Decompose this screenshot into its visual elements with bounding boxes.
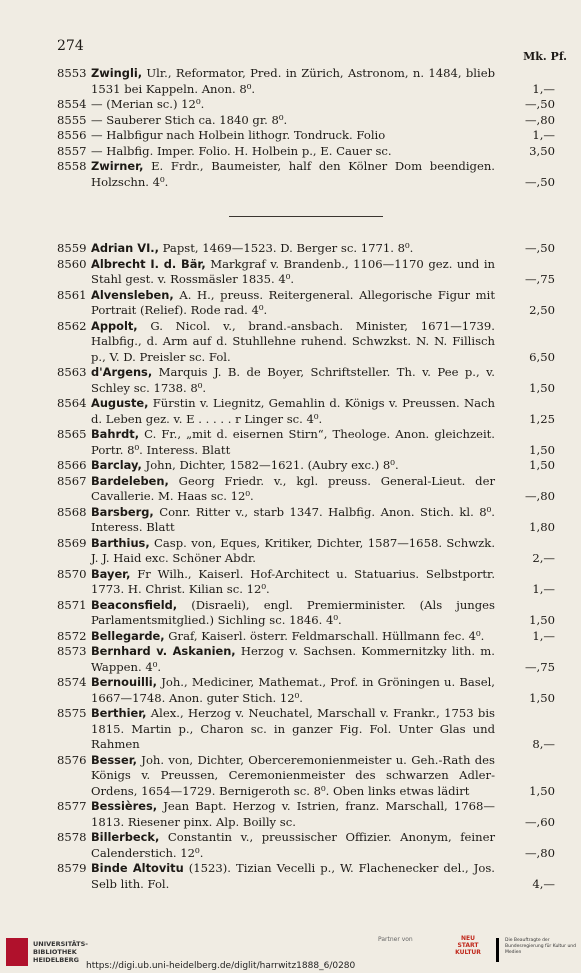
entry-price: —,80 (524, 112, 555, 127)
entry-name: d'Argens, (91, 365, 153, 379)
entry-price: —,60 (524, 814, 555, 829)
entry-text: (1523). Tizian Vecelli p., W. Flachenecker del., Jos. Selb lith. Fol. (91, 861, 495, 891)
entry-price: 1,— (532, 81, 555, 96)
entry-description (91, 365, 495, 396)
entry-price: —,50 (524, 241, 555, 255)
entry-text: — Sauberer Stich ca. 1840 gr. 8⁰. (91, 112, 288, 127)
entry-number: 8574 (57, 675, 87, 689)
entry-price: 1,— (532, 128, 555, 142)
catalog-entry (57, 319, 555, 366)
entry-price: 4,— (532, 876, 555, 891)
catalog-entry (57, 474, 555, 505)
entry-description (91, 629, 495, 645)
entry-text: C. Fr., „mit d. eisernen Stirn“, Theologe. Anon. gleichzeit. Portr. 8⁰. Interess. Blatt (91, 427, 495, 457)
entry-description (91, 799, 495, 830)
catalog-entry (57, 365, 555, 396)
entry-description (91, 257, 495, 288)
entry-description (91, 706, 495, 753)
entry-text: Conr. Ritter v., starb 1347. Halbfig. Anon. Stich. kl. 8⁰. Interess. Blatt (91, 504, 495, 534)
entry-number: 8554 (57, 97, 87, 111)
entry-name: Bernhard v. Askanien, (91, 644, 236, 658)
entry-number: 8579 (57, 861, 87, 875)
entry-price: 1,— (532, 582, 555, 596)
page-number: 274 (57, 38, 84, 54)
entry-price: 1,50 (529, 442, 555, 457)
library-name: UNIVERSITÄTS- BIBLIOTHEK HEIDELBERG (33, 940, 88, 964)
entry-description (91, 319, 495, 366)
entry-name: Beaconsfield, (91, 597, 178, 612)
entry-price: —,75 (524, 659, 555, 674)
entry-description (91, 567, 495, 598)
entry-number: 8577 (57, 799, 87, 813)
entry-text: G. Nicol. v., brand.-ansbach. Minister, 1671—1739. Halbfig., d. Arm auf d. Stuhllehne ruhend. Schwzkst. N. N. Fillisch p., V. D. Preisler sc. Fol. (91, 318, 495, 364)
catalog-entry (57, 97, 555, 113)
entry-number: 8569 (57, 535, 87, 550)
entry-text: Joh., Mediciner, Mathemat., Prof. in Gröningen u. Basel, 1667—1748. Anon. guter Stich. 12⁰. (91, 675, 495, 705)
entry-number: 8578 (57, 830, 87, 844)
entry-number: 8567 (57, 473, 87, 488)
entry-description (91, 474, 495, 505)
entry-description (91, 241, 495, 257)
entry-number: 8560 (57, 256, 87, 271)
entry-number: 8559 (57, 241, 87, 255)
catalog-entry (57, 536, 555, 567)
entry-text: Markgraf v. Brandenb., 1106—1170 gez. und in Stahl gest. v. Rossmäsler 1835. 4⁰. (91, 256, 495, 286)
entry-price: 8,— (532, 737, 555, 751)
catalog-entry (57, 629, 555, 645)
entry-number: 8566 (57, 458, 87, 472)
entry-name: Adrian VI., (91, 241, 159, 255)
price-column-header: Mk. Pf. (523, 50, 567, 63)
entries-bottom (57, 241, 555, 892)
entry-text: Fr Wilh., Kaiserl. Hof-Architect u. Statuarius. Selbstportr. 1773. H. Christ. Kilian sc. 12⁰. (91, 566, 495, 596)
entry-description (91, 861, 495, 892)
entry-text: Joh. von, Dichter, Oberceremonienmeister u. Geh.-Rath des Königs v. Preussen, Ceremonienmeister des schwarzen Adler-Ordens, 1654—1729. Bernigeroth sc. 8⁰. Oben links etwas lädirt (91, 752, 495, 798)
entry-description (91, 675, 495, 706)
entry-name: Binde Altovitu (91, 861, 184, 875)
entry-price: 1,50 (529, 380, 555, 395)
entry-name: Auguste, (91, 396, 149, 410)
entry-price: 2,50 (529, 303, 555, 317)
entry-number: 8561 (57, 287, 87, 302)
entry-name: Albrecht I. d. Bär, (91, 256, 206, 271)
entry-name: Bahrdt, (91, 427, 140, 441)
entry-number: 8556 (57, 128, 87, 142)
entry-text: — Halbfigur nach Holbein lithogr. Tondruck. Folio (91, 128, 386, 142)
entry-description (91, 536, 495, 567)
entry-number: 8568 (57, 504, 87, 519)
catalog-entry (57, 799, 555, 830)
entry-text: Alex., Herzog v. Neuchatel, Marschall v. Frankr., 1753 bis 1815. Martin p., Charon sc. in ganzer Fig. Fol. Unter Glas und Rahmen (91, 706, 495, 751)
university-seal-icon (6, 938, 28, 966)
catalog-entry (57, 753, 555, 800)
section-divider (229, 216, 383, 217)
entry-name: Appolt, (91, 318, 138, 333)
entry-description (91, 598, 495, 629)
entry-description (91, 97, 495, 113)
catalog-entry (57, 128, 555, 144)
entry-number: 8557 (57, 143, 87, 158)
page-url[interactable]: https://digi.ub.uni-heidelberg.de/diglit/harrwitz1888_6/0280 (86, 961, 356, 971)
entry-number: 8555 (57, 112, 87, 127)
entry-number: 8563 (57, 365, 87, 379)
catalog-entry (57, 458, 555, 474)
entry-price: 2,— (532, 551, 555, 565)
entry-price: 1,50 (529, 458, 555, 472)
catalog-entry (57, 257, 555, 288)
entry-text: Jean Bapt. Herzog v. Istrien, franz. Marschall, 1768—1813. Riesener pinx. Alp. Boilly sc. (91, 799, 495, 829)
bkm-logo: Die Beauftragte der Bundesregierung für Kultur und Medien (496, 938, 576, 962)
viewer-footer (0, 928, 581, 973)
entry-price: —,80 (524, 845, 555, 860)
entry-number: 8570 (57, 566, 87, 581)
entry-name: Besser, (91, 752, 137, 767)
entry-name: Bardeleben, (91, 473, 169, 488)
entry-text: Herzog v. Sachsen. Kommernitzky lith. m. Wappen. 4⁰. (91, 644, 495, 674)
entry-description (91, 427, 495, 458)
catalog-entry (57, 288, 555, 319)
entry-text: Georg Friedr. v., kgl. preuss. General-Lieut. der Cavallerie. M. Haas sc. 12⁰. (91, 473, 495, 503)
entry-number: 8564 (57, 396, 87, 410)
entry-description (91, 753, 495, 800)
entry-name: Bernouilli, (91, 675, 158, 689)
entry-text: Ulr., Reformator, Pred. in Zürich, Astronom, n. 1484, blieb 1531 bei Kappeln. Anon. 8⁰. (91, 66, 495, 96)
entry-number: 8553 (57, 66, 87, 80)
catalog-entry (57, 598, 555, 629)
entry-price: —,50 (524, 97, 555, 111)
entry-name: Barsberg, (91, 504, 154, 519)
entry-name: Berthier, (91, 706, 147, 720)
entry-number: 8565 (57, 427, 87, 441)
catalog-entry (57, 113, 555, 129)
entry-name: Bayer, (91, 566, 131, 581)
entry-text: Marquis J. B. de Boyer, Schriftsteller. Th. v. Pee p., v. Schley sc. 1738. 8⁰. (91, 365, 495, 395)
catalog-entry (57, 830, 555, 861)
catalog-entry (57, 66, 555, 97)
entry-description (91, 159, 495, 190)
partner-label: Partner von (378, 936, 413, 943)
entry-description (91, 458, 495, 474)
catalog-entry (57, 396, 555, 427)
catalog-entry (57, 706, 555, 753)
entry-name: Billerbeck, (91, 830, 160, 844)
entry-text: Constantin v., preussischer Offizier. Anonym, feiner Calenderstich. 12⁰. (91, 830, 495, 860)
entry-description (91, 144, 495, 160)
entry-text: — Halbfig. Imper. Folio. H. Holbein p., E. Cauer sc. (91, 143, 392, 158)
entry-text: A. H., preuss. Reitergeneral. Allegorische Figur mit Portrait (Relief). Rode rad. 4⁰. (91, 287, 495, 317)
entry-number: 8575 (57, 706, 87, 720)
entry-number: 8576 (57, 752, 87, 767)
entry-description (91, 66, 495, 97)
entry-price: 3,50 (529, 143, 555, 158)
entry-number: 8571 (57, 597, 87, 612)
entry-text: (Disraeli), engl. Premierminister. (Als junges Parlamentsmitglied.) Sichling sc. 1846. 4⁰. (91, 597, 495, 627)
entry-description (91, 830, 495, 861)
catalog-entry (57, 144, 555, 160)
catalog-entry (57, 427, 555, 458)
catalog-entry (57, 159, 555, 190)
entry-price: 1,80 (529, 520, 555, 534)
entry-price: 1,50 (529, 690, 555, 705)
entry-price: 1,25 (529, 411, 555, 426)
entries-top (57, 66, 555, 190)
entry-price: 1,— (532, 628, 555, 643)
catalog-entry (57, 861, 555, 892)
entry-description (91, 128, 495, 144)
entry-description (91, 288, 495, 319)
catalog-entries (57, 66, 555, 892)
entry-number: 8562 (57, 318, 87, 333)
catalog-entry (57, 675, 555, 706)
entry-name: Zwingli, (91, 66, 143, 80)
catalog-entry (57, 644, 555, 675)
entry-description (91, 396, 495, 427)
entry-name: Bellegarde, (91, 628, 165, 643)
entry-price: 1,50 (529, 783, 555, 798)
entry-text: Fürstin v. Liegnitz, Gemahlin d. Königs v. Preussen. Nach d. Leben gez. v. E . . . . . r Linger sc. 4⁰. (91, 396, 495, 426)
entry-text: Papst, 1469—1523. D. Berger sc. 1771. 8⁰. (158, 241, 414, 255)
entry-price: —,50 (524, 174, 555, 189)
catalog-entry (57, 567, 555, 598)
catalog-entry (57, 505, 555, 536)
entry-text: E. Frdr., Baumeister, half den Kölner Dom beendigen. Holzschn. 4⁰. (91, 159, 495, 189)
entry-description (91, 644, 495, 675)
entry-price: 1,50 (529, 613, 555, 627)
entry-text: Graf, Kaiserl. österr. Feldmarschall. Hüllmann fec. 4⁰. (164, 628, 485, 643)
entry-price: —,75 (524, 272, 555, 286)
entry-name: Zwirner, (91, 159, 144, 173)
entry-text: John, Dichter, 1582—1621. (Aubry exc.) 8⁰. (141, 458, 399, 472)
entry-text: Casp. von, Eques, Kritiker, Dichter, 1587—1658. Schwzk. J. J. Haid exc. Schöner Abdr. (91, 535, 495, 565)
entry-name: Alvensleben, (91, 287, 174, 302)
entry-text: — (Merian sc.) 12⁰. (91, 97, 205, 111)
neustart-kultur-logo: NEU START KULTUR (455, 935, 481, 956)
entry-price: —,80 (524, 489, 555, 503)
entry-name: Barthius, (91, 535, 150, 550)
catalog-entry (57, 241, 555, 257)
entry-number: 8573 (57, 644, 87, 658)
entry-name: Bessières, (91, 799, 158, 813)
entry-price: 6,50 (529, 349, 555, 364)
entry-description (91, 505, 495, 536)
entry-number: 8558 (57, 159, 87, 173)
entry-number: 8572 (57, 628, 87, 643)
entry-name: Barclay, (91, 458, 142, 472)
entry-description (91, 113, 495, 129)
